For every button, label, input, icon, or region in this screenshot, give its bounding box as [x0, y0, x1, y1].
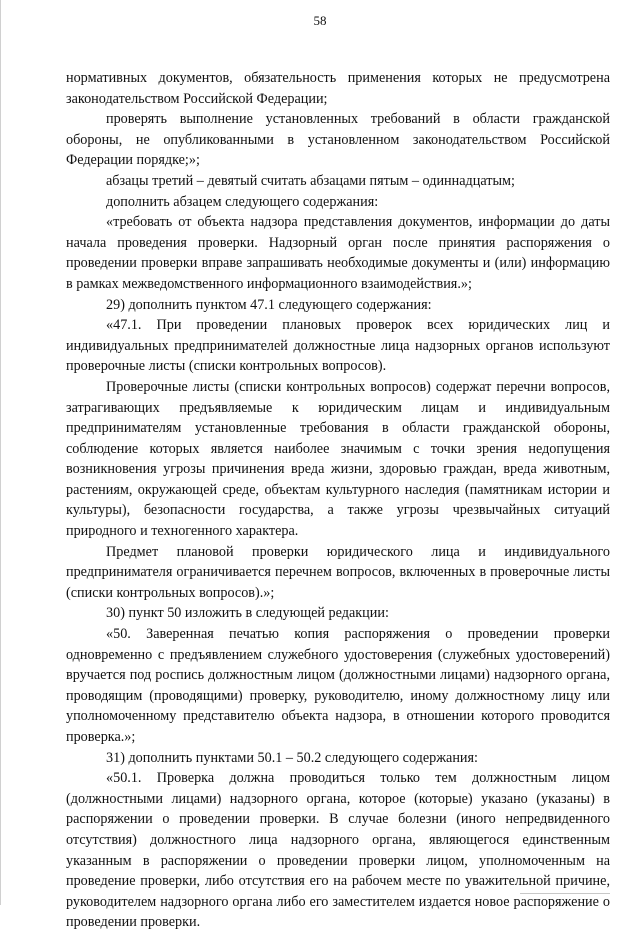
paragraph: «47.1. При проведении плановых проверок всех юридических лиц и индивидуальных предпринимателей должностные лица надзорных органов используют проверочные листы (списки контрольных вопросов). [66, 317, 610, 375]
document-body [66, 68, 610, 933]
paragraph: «требовать от объекта надзора представления документов, информации до даты начала проведения проверки. Надзорный орган после принятия распоряжения о проведении проверки вправе запрашивать необходимые документы и (или) информацию в рамках межведомственного информационного взаимодействия.»; [66, 214, 610, 292]
paragraph: «50. Заверенная печатью копия распоряжения о проведении проверки одновременно с предъявлением служебного удостоверения (служебных удостоверений) вручается под роспись должностным лицом (должностными лицами) надзорного органа, проводящим (проводящими) проверку, руководителю, иному должностному лицу или уполномоченному представителю объекта надзора, в отношении которого проводится проверка.»; [66, 626, 610, 745]
paragraph: «50.1. Проверка должна проводиться только тем должностным лицом (должностными лицами) надзорного органа, которое (которые) указано (указаны) в распоряжении о проведении проверки. В случае болезни (иного непредвиденного отсутствия) должностного лица надзорного органа, являющегося единственным указанным в распоряжении о проведении проверки лицом, уполномоченным на проведение проверки, либо отсутствия его на рабочем месте по уважительной причине, руководителем надзорного органа либо его заместителем издается новое распоряжение о проведении проверки. [66, 770, 610, 931]
paragraph: абзацы третий – девятый считать абзацами пятым – одиннадцатым; [106, 172, 515, 189]
paragraph: Предмет плановой проверки юридического лица и индивидуального предпринимателя ограничивается перечнем вопросов, включенных в проверочные листы (списки контрольных вопросов).»; [66, 543, 610, 601]
paragraph: 31) дополнить пунктами 50.1 – 50.2 следующего содержания: [106, 749, 478, 766]
paragraph: 29) дополнить пунктом 47.1 следующего содержания: [106, 296, 432, 313]
scan-mark [520, 893, 610, 894]
paragraph: Проверочные листы (списки контрольных вопросов) содержат перечни вопросов, затрагивающих предъявляемые к юридическим лицам и индивидуальным предпринимателям установленные требования в области гражданской обороны, соблюдение которых является наиболее значимым с точки зрения недопущения возникновения угрозы причинения вреда жизни, здоровью граждан, вреда животным, растениям, окружающей среде, объектам культурного наследия (памятникам истории и культуры), безопасности государства, а также угрозы чрезвычайных ситуаций природного и техногенного характера. [66, 378, 610, 540]
paragraph: 30) пункт 50 изложить в следующей редакции: [106, 605, 389, 622]
page-number: 58 [313, 13, 327, 28]
paragraph: проверять выполнение установленных требований в области гражданской обороны, не опубликованными в установленном законодательством Российской Федерации порядке;»; [66, 111, 610, 169]
paragraph-continuation: нормативных документов, обязательность применения которых не предусмотрена законодательством Российской Федерации; [66, 70, 610, 107]
paragraph: дополнить абзацем следующего содержания: [106, 193, 379, 210]
page-edge [0, 0, 1, 905]
